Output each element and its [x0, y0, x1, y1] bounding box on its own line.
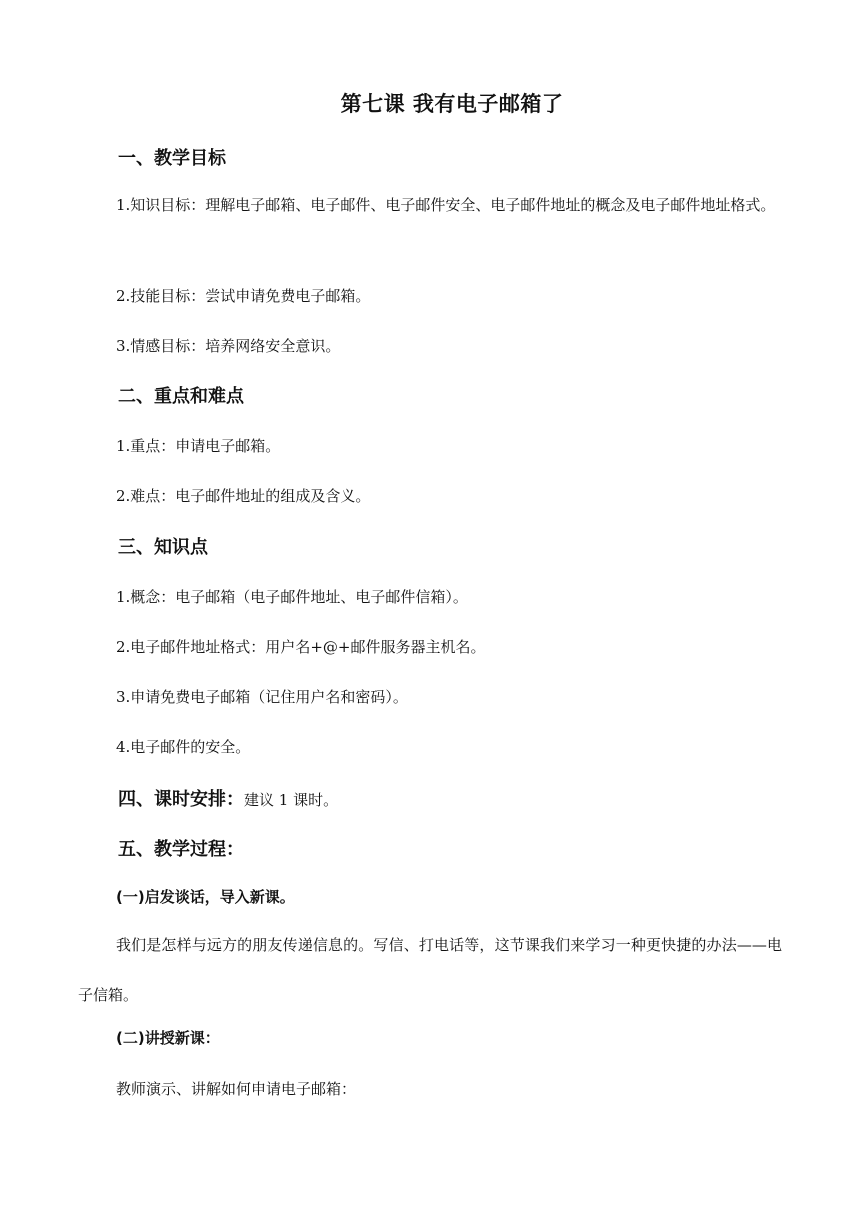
subsection-heading-teaching: (二)讲授新课： — [116, 1029, 220, 1047]
key-point-item: 1.重点：申请电子邮箱。 — [116, 437, 281, 455]
subsection-heading-intro: (一)启发谈话，导入新课。 — [116, 888, 295, 906]
difficulty-item: 2.难点：电子邮件地址的组成及含义。 — [116, 487, 371, 505]
teaching-paragraph: 教师演示、讲解如何申请电子邮箱： — [116, 1080, 357, 1098]
knowledge-item: 2.电子邮件地址格式：用户名+@+邮件服务器主机名。 — [116, 638, 486, 656]
schedule-text: 建议 1 课时。 — [244, 791, 339, 809]
section-heading-key-points: 二、重点和难点 — [118, 386, 244, 407]
knowledge-item: 1.概念：电子邮箱（电子邮件地址、电子邮件信箱）。 — [116, 588, 468, 606]
objective-item-skill: 2.技能目标：尝试申请免费电子邮箱。 — [116, 287, 371, 305]
objective-item-emotion: 3.情感目标：培养网络安全意识。 — [116, 337, 341, 355]
section-heading-knowledge: 三、知识点 — [118, 537, 208, 558]
intro-paragraph: 我们是怎样与远方的朋友传递信息的。写信、打电话等，这节课我们来学习一种更快捷的办法——电子信箱。 — [78, 936, 782, 1004]
knowledge-item: 3.申请免费电子邮箱（记住用户名和密码）。 — [116, 688, 408, 706]
section-heading-process: 五、教学过程： — [118, 839, 244, 860]
objective-item-knowledge: 1.知识目标：理解电子邮箱、电子邮件、电子邮件安全、电子邮件地址的概念及电子邮件地址格式。 — [116, 196, 776, 214]
lesson-title: 第七课 我有电子邮箱了 — [340, 92, 564, 116]
section-heading-schedule — [118, 785, 338, 811]
knowledge-item: 4.电子邮件的安全。 — [116, 738, 251, 756]
section-heading-objectives: 一、教学目标 — [118, 148, 226, 169]
schedule-heading: 四、课时安排： — [118, 789, 244, 810]
